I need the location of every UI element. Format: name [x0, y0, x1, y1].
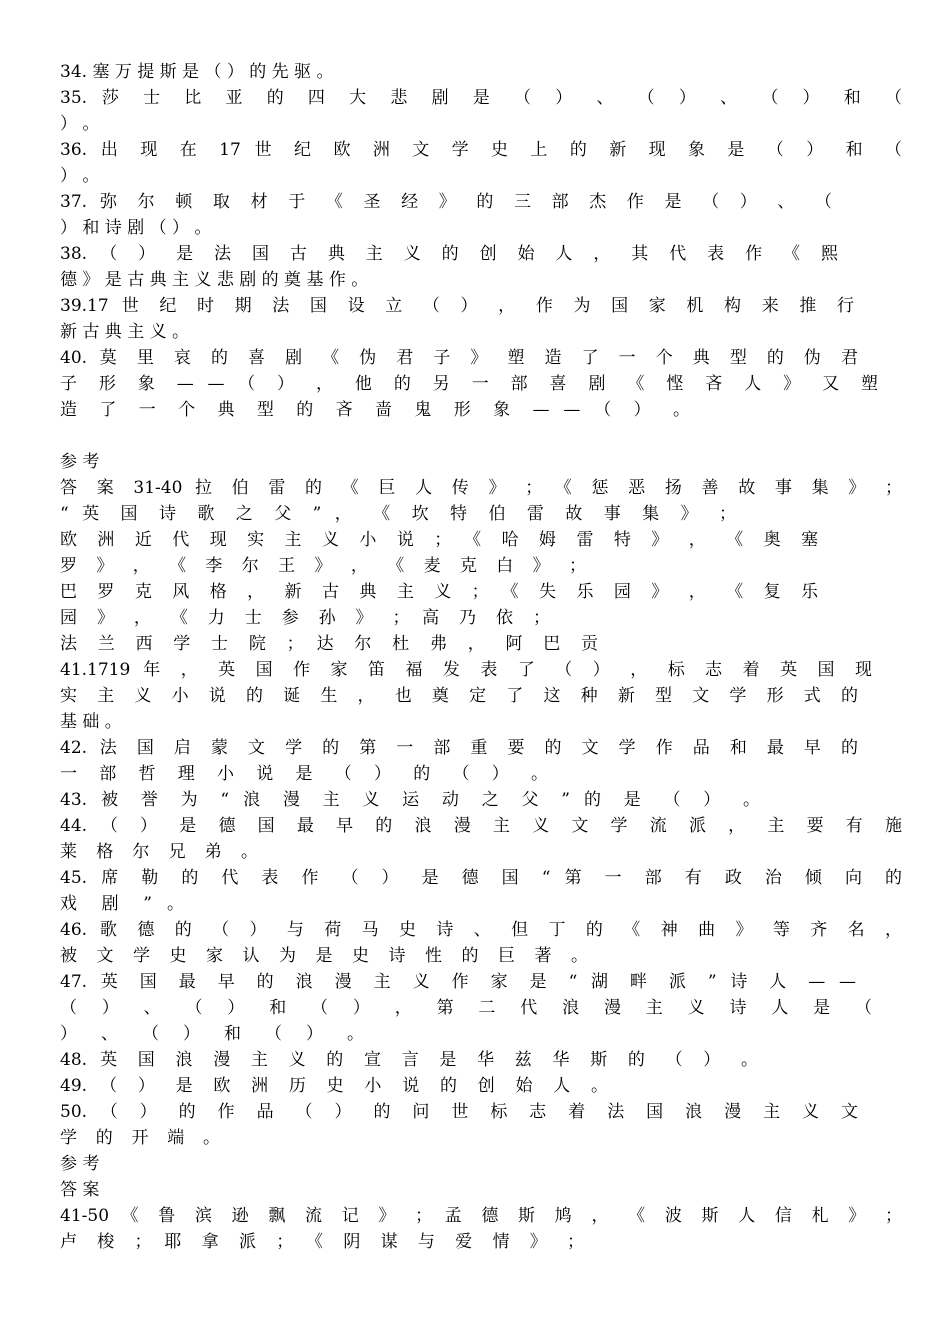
text-line: 答 案 [60, 1180, 100, 1200]
blank-line [60, 423, 902, 449]
text-line: 戏 剧 ” 。 [60, 894, 184, 914]
text-line: 41-50 《 鲁 滨 逊 飘 流 记 》 ； 孟 德 斯 鸠 ， 《 波 斯 人 信 札 》 ； [60, 1206, 902, 1226]
text-line: （ ） 、 （ ） 和 （ ） ， 第 二 代 浪 漫 主 义 诗 人 是 （ [60, 998, 872, 1018]
text-line: 新 古 典 主 义 。 [60, 322, 190, 342]
text-line: 46. 歌 德 的 （ ） 与 荷 马 史 诗 、 但 丁 的 《 神 曲 》 等 齐 名 ， [60, 920, 902, 940]
text-line: 50. （ ） 的 作 品 （ ） 的 问 世 标 志 着 法 国 浪 漫 主 义 文 [60, 1102, 858, 1122]
text-line: 40. 莫 里 哀 的 喜 剧 《 伪 君 子 》 塑 造 了 一 个 典 型 的 伪 君 [60, 348, 858, 368]
text-line: “ 英 国 诗 歌 之 父 ” ， 《 坎 特 伯 雷 故 事 集 》 ； [60, 504, 736, 524]
text-line: 34. 塞 万 提 斯 是 （ ） 的 先 驱 。 [60, 62, 334, 82]
text-line: 44. （ ） 是 德 国 最 早 的 浪 漫 主 义 文 学 流 派 ， 主 要 有 施 [60, 816, 902, 836]
text-line: 47. 英 国 最 早 的 浪 漫 主 义 作 家 是 “ 湖 畔 派 ” 诗 人 — — [60, 972, 856, 992]
text-line: ） 。 [60, 166, 100, 186]
text-line: 造 了 一 个 典 型 的 吝 啬 鬼 形 象 — — （ ） 。 [60, 400, 690, 420]
text-line: 49. （ ） 是 欧 洲 历 史 小 说 的 创 始 人 。 [60, 1076, 608, 1096]
text-line: 一 部 哲 理 小 说 是 （ ） 的 （ ） 。 [60, 764, 548, 784]
text-line: 39.17 世 纪 时 期 法 国 设 立 （ ） ， 作 为 国 家 机 构 来 推 行 [60, 296, 854, 316]
document-body [60, 59, 902, 1255]
text-line: 学 的 开 端 。 [60, 1128, 220, 1148]
text-line: 41.1719 年 ， 英 国 作 家 笛 福 发 表 了 （ ） ， 标 志 着 英 国 现 [60, 660, 872, 680]
text-line: 37. 弥 尔 顿 取 材 于 《 圣 经 》 的 三 部 杰 作 是 （ ） 、 （ [60, 192, 832, 212]
text-line: 43. 被 誉 为 “ 浪 漫 主 义 运 动 之 父 ” 的 是 （ ） 。 [60, 790, 760, 810]
text-line: 参 考 [60, 452, 100, 472]
text-line: 实 主 义 小 说 的 诞 生 ， 也 奠 定 了 这 种 新 型 文 学 形 式 的 [60, 686, 858, 706]
text-line: 38. （ ） 是 法 国 古 典 主 义 的 创 始 人 ， 其 代 表 作 《 熙 [60, 244, 838, 264]
text-line: 子 形 象 — — （ ） ， 他 的 另 一 部 喜 剧 《 悭 吝 人 》 又 塑 [60, 374, 878, 394]
text-line: 法 兰 西 学 士 院 ； 达 尔 杜 弗 ， 阿 巴 贡 [60, 634, 598, 654]
text-line: 基 础 。 [60, 712, 122, 732]
text-line: 被 文 学 史 家 认 为 是 史 诗 性 的 巨 著 。 [60, 946, 588, 966]
text-line: 48. 英 国 浪 漫 主 义 的 宣 言 是 华 兹 华 斯 的 （ ） 。 [60, 1050, 758, 1070]
text-line: 卢 梭 ； 耶 拿 派 ； 《 阴 谋 与 爱 情 》 ； [60, 1232, 584, 1252]
text-line: 园 》 ， 《 力 士 参 孙 》 ； 高 乃 依 ； [60, 608, 550, 628]
text-line: 巴 罗 克 风 格 ， 新 古 典 主 义 ； 《 失 乐 园 》 ， 《 复 乐 [60, 582, 818, 602]
text-line: 罗 》 ， 《 李 尔 王 》 ， 《 麦 克 白 》 ； [60, 556, 586, 576]
text-line: ） 。 [60, 114, 100, 134]
text-line: 莱 格 尔 兄 弟 。 [60, 842, 258, 862]
text-line: ） 、 （ ） 和 （ ） 。 [60, 1024, 364, 1044]
text-line: 欧 洲 近 代 现 实 主 义 小 说 ； 《 哈 姆 雷 特 》 ， 《 奥 塞 [60, 530, 818, 550]
text-line: 参 考 [60, 1154, 100, 1174]
text-line: 36. 出 现 在 17 世 纪 欧 洲 文 学 史 上 的 新 现 象 是 （ ） 和 （ [60, 140, 902, 160]
text-line: 42. 法 国 启 蒙 文 学 的 第 一 部 重 要 的 文 学 作 品 和 最 早 的 [60, 738, 858, 758]
text-line: 德 》 是 古 典 主 义 悲 剧 的 奠 基 作 。 [60, 270, 369, 290]
text-line: 35. 莎 士 比 亚 的 四 大 悲 剧 是 （ ） 、 （ ） 、 （ ） 和 （ [60, 88, 902, 108]
text-line: ） 和 诗 剧 （ ） 。 [60, 218, 212, 238]
text-line: 45. 席 勒 的 代 表 作 （ ） 是 德 国 “ 第 一 部 有 政 治 倾 向 的 [60, 868, 902, 888]
text-line: 答 案 31-40 拉 伯 雷 的 《 巨 人 传 》 ； 《 惩 恶 扬 善 故 事 集 》 ； [60, 478, 902, 498]
